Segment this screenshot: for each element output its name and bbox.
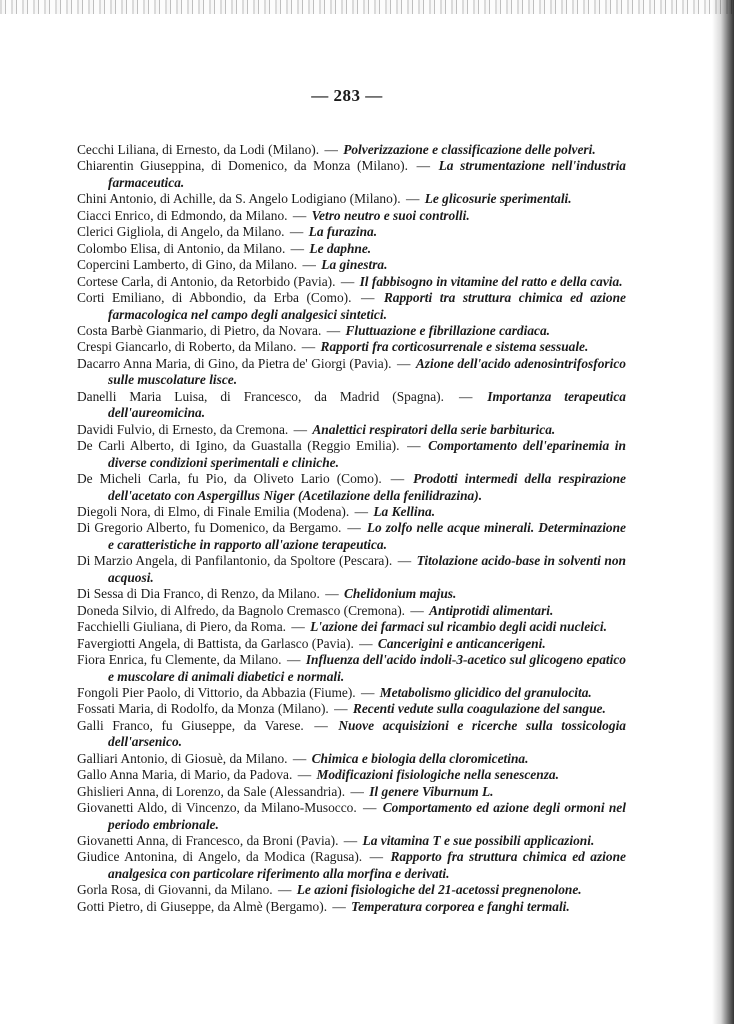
entry-author: Crespi Giancarlo, di Roberto, da Milano. <box>77 339 297 355</box>
list-item <box>77 422 626 438</box>
entry-title: Vetro neutro e suoi controlli. <box>311 207 470 223</box>
entry-separator: — <box>297 767 312 783</box>
entry-title: Cancerigini e anticancerigeni. <box>377 635 546 651</box>
entry-separator: — <box>302 257 316 273</box>
entry-separator: — <box>343 833 358 849</box>
entry-separator: — <box>360 290 375 306</box>
entry-separator: — <box>314 717 328 733</box>
entry-title: Analettici respiratori della serie barbiturica. <box>312 421 556 437</box>
entry-separator: — <box>361 684 375 700</box>
entry-title: Antiprotidi alimentari. <box>429 602 554 618</box>
scan-border-top <box>0 0 734 14</box>
list-item <box>77 323 626 339</box>
entry-separator: — <box>324 142 338 157</box>
entry-title: La vitamina T e sue possibili applicazioni. <box>362 833 595 849</box>
entry-separator: — <box>347 520 361 536</box>
list-item <box>77 257 626 273</box>
entry-author: Davidi Fulvio, di Ernesto, da Cremona. <box>77 421 289 437</box>
entry-author: Di Gregorio Alberto, fu Domenico, da Bergamo. <box>77 520 342 536</box>
list-item <box>77 833 626 849</box>
entry-author: Gorla Rosa, di Giovanni, da Milano. <box>77 882 273 898</box>
list-item <box>77 751 626 767</box>
entry-separator: — <box>286 652 301 668</box>
list-item <box>77 899 626 915</box>
list-item <box>77 652 626 685</box>
entry-separator: — <box>354 503 368 519</box>
list-item <box>77 191 626 207</box>
list-item <box>77 389 626 422</box>
entry-author: De Carli Alberto, di Igino, da Guastalla (Reggio Emilia). <box>77 438 400 454</box>
entry-author: Copercini Lamberto, di Gino, da Milano. <box>77 257 298 273</box>
entry-author: Favergiotti Angela, di Battista, da Garlasco (Pavia). <box>77 635 354 651</box>
list-item <box>77 208 626 224</box>
entry-separator: — <box>359 635 373 651</box>
entry-separator: — <box>407 438 421 454</box>
list-item <box>77 438 626 471</box>
entry-author: Dacarro Anna Maria, di Gino, da Pietra de' Giorgi (Pavia). <box>77 355 392 371</box>
entry-separator: — <box>301 339 316 355</box>
entry-author: Clerici Gigliola, di Angelo, da Milano. <box>77 224 285 240</box>
entry-author: Costa Barbè Gianmario, di Pietro, da Novara. <box>77 322 322 338</box>
entry-author: Fiora Enrica, fu Clemente, da Milano. <box>77 652 282 668</box>
entry-separator: — <box>405 191 420 207</box>
entry-title: Metabolismo glicidico del granulocita. <box>379 684 592 700</box>
entry-separator: — <box>289 224 304 240</box>
list-item <box>77 685 626 701</box>
entry-title: Modificazioni fisiologiche nella senescenza. <box>316 767 559 783</box>
list-item <box>77 520 626 553</box>
list-item <box>77 586 626 602</box>
entry-title: La strumentazione nell'industria farmaceutica. <box>108 158 627 190</box>
entry-author: Ciacci Enrico, di Edmondo, da Milano. <box>77 207 288 223</box>
entry-title: Le glicosurie sperimentali. <box>424 191 572 207</box>
list-item <box>77 882 626 898</box>
entry-author: Fongoli Pier Paolo, di Vittorio, da Abbazia (Fiume). <box>77 684 356 700</box>
entry-title: Azione dell'acido adenosintrifosforico sulle muscolature lisce. <box>108 355 626 388</box>
entry-author: Giovanetti Aldo, di Vincenzo, da Milano-Musocco. <box>77 800 357 816</box>
entry-title: Il genere Viburnum L. <box>369 783 494 799</box>
entry-author: Cecchi Liliana, di Ernesto, da Lodi (Milano). <box>77 142 320 157</box>
entry-separator: — <box>396 355 411 371</box>
scan-shadow-right <box>712 0 734 1024</box>
entry-separator: — <box>292 750 307 766</box>
entry-title: Rapporto fra struttura chimica ed azione analgesica con particolare riferimento alla morfina e derivati. <box>108 849 626 881</box>
list-item <box>77 800 626 833</box>
entry-title: Il fabbisogno in vitamine del ratto e della cavia. <box>359 273 623 289</box>
entry-separator: — <box>363 800 377 816</box>
list-item <box>77 274 626 290</box>
list-item <box>77 504 626 520</box>
list-item <box>77 241 626 257</box>
list-item <box>77 553 626 586</box>
list-item <box>77 718 626 751</box>
entry-separator: — <box>334 701 348 717</box>
entry-title: Titolazione acido-base in solventi non acquosi. <box>108 553 626 585</box>
list-item <box>77 356 626 389</box>
entry-separator: — <box>290 240 305 256</box>
entry-author: Ghislieri Anna, di Lorenzo, da Sale (Alessandria). <box>77 783 346 799</box>
entry-separator: — <box>350 783 364 799</box>
list-item <box>77 158 626 191</box>
entry-author: Di Sessa di Dia Franco, di Renzo, da Milano. <box>77 586 320 602</box>
list-item <box>77 767 626 783</box>
list-item <box>77 339 626 355</box>
thesis-list <box>77 142 626 915</box>
entry-author: Doneda Silvio, di Alfredo, da Bagnolo Cremasco (Cremona). <box>77 602 405 618</box>
entry-separator: — <box>340 273 355 289</box>
list-item <box>77 471 626 504</box>
entry-separator: — <box>397 553 412 569</box>
entry-author: Chiarentin Giuseppina, di Domenico, da Monza (Milano). <box>77 158 408 174</box>
entry-author: Danelli Maria Luisa, di Francesco, da Madrid (Spagna). <box>77 388 444 404</box>
entry-title: Rapporti fra corticosurrenale e sistema sessuale. <box>320 339 589 355</box>
entry-separator: — <box>325 586 339 602</box>
list-item <box>77 701 626 717</box>
entry-author: Chini Antonio, di Achille, da S. Angelo Lodigiano (Milano). <box>77 191 401 207</box>
entry-separator: — <box>326 322 341 338</box>
entry-author: Cortese Carla, di Antonio, da Retorbido (Pavia). <box>77 273 336 289</box>
entry-separator: — <box>458 388 473 404</box>
entry-title: Prodotti intermedi della respirazione dell'acetato con Aspergillus Niger (Acetilazione della fenilidrazina). <box>108 471 626 503</box>
entry-author: Giovanetti Anna, di Francesco, da Broni (Pavia). <box>77 833 339 849</box>
entry-title: Comportamento ed azione degli ormoni nel periodo embrionale. <box>108 800 626 832</box>
entry-title: Comportamento dell'eparinemia in diverse condizioni sperimentali e cliniche. <box>108 438 626 470</box>
list-item <box>77 290 626 323</box>
list-item <box>77 224 626 240</box>
entry-author: Gotti Pietro, di Giuseppe, da Almè (Bergamo). <box>77 898 328 914</box>
list-item <box>77 636 626 652</box>
entry-separator: — <box>410 602 424 618</box>
entry-title: Fluttuazione e fibrillazione cardiaca. <box>345 322 551 338</box>
entry-separator: — <box>390 471 405 487</box>
entry-author: Facchielli Giuliana, di Piero, da Roma. <box>77 619 286 635</box>
entry-title: Lo zolfo nelle acque minerali. Determinazione e caratteristiche in rapporto all'azione terapeutica. <box>108 520 626 552</box>
entry-separator: — <box>292 207 307 223</box>
entry-title: Le azioni fisiologiche del 21-acetossi pregnenolone. <box>296 882 582 898</box>
entry-author: De Micheli Carla, fu Pio, da Oliveto Lario (Como). <box>77 471 382 487</box>
entry-author: Galliari Antonio, di Giosuè, da Milano. <box>77 750 288 766</box>
entry-author: Galli Franco, fu Giuseppe, da Varese. <box>77 717 304 733</box>
entry-title: La ginestra. <box>321 257 388 273</box>
entry-title: Influenza dell'acido indoli-3-acetico sul glicogeno epatico e muscolare di animali diabetici e normali. <box>108 652 626 684</box>
list-item <box>77 142 626 158</box>
entry-title: Recenti vedute sulla coagulazione del sangue. <box>352 701 606 717</box>
list-item <box>77 784 626 800</box>
entry-author: Corti Emiliano, di Abbondio, da Erba (Como). <box>77 290 352 306</box>
entry-author: Fossati Maria, di Rodolfo, da Monza (Milano). <box>77 701 329 717</box>
entry-title: Polverizzazione e classificazione delle polveri. <box>343 142 596 157</box>
entry-separator: — <box>369 849 383 865</box>
list-item <box>77 849 626 882</box>
entry-title: Chelidonium majus. <box>343 586 457 602</box>
entry-title: Importanza terapeutica dell'aureomicina. <box>108 388 626 421</box>
entry-author: Diegoli Nora, di Elmo, di Finale Emilia (Modena). <box>77 503 350 519</box>
entry-author: Di Marzio Angela, di Panfilantonio, da Spoltore (Pescara). <box>77 553 393 569</box>
entry-title: Nuove acquisizioni e ricerche sulla tossicologia dell'arsenico. <box>108 717 626 750</box>
entry-title: Rapporti tra struttura chimica ed azione farmacologica nel campo degli analgesici sintetici. <box>108 290 626 322</box>
entry-separator: — <box>332 898 346 914</box>
entry-title: La Kellina. <box>373 503 436 519</box>
entry-separator: — <box>291 619 305 635</box>
entry-title: La furazina. <box>308 224 378 240</box>
page-number: — 283 — <box>311 86 383 105</box>
entry-author: Giudice Antonina, di Angelo, da Modica (Ragusa). <box>77 849 363 865</box>
entry-title: Chimica e biologia della cloromicetina. <box>311 750 529 766</box>
entry-separator: — <box>293 421 307 437</box>
entry-separator: — <box>416 158 430 174</box>
entry-author: Gallo Anna Maria, di Mario, da Padova. <box>77 767 293 783</box>
entry-title: Temperatura corporea e fanghi termali. <box>351 898 570 914</box>
entry-author: Colombo Elisa, di Antonio, da Milano. <box>77 240 286 256</box>
list-item <box>77 603 626 619</box>
entry-title: L'azione dei farmaci sul ricambio degli acidi nucleici. <box>310 619 607 635</box>
entry-separator: — <box>277 882 292 898</box>
list-item <box>77 619 626 635</box>
entry-title: Le daphne. <box>309 240 372 256</box>
